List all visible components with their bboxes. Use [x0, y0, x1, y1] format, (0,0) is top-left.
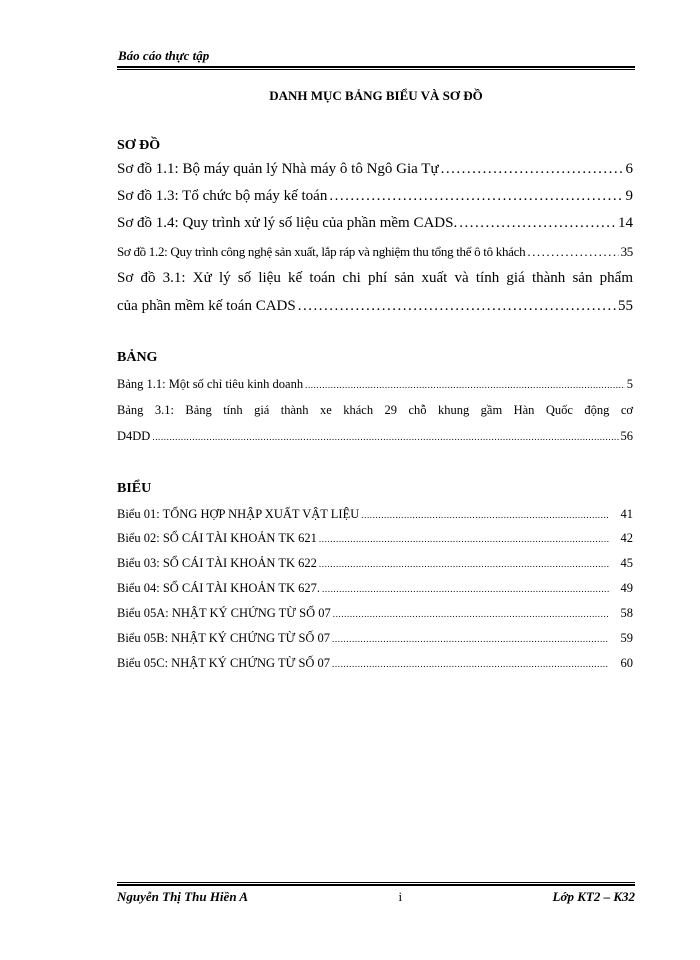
- header-rule: [117, 66, 635, 68]
- dot-leader: [319, 556, 609, 571]
- toc-entry-page: 59: [620, 631, 633, 645]
- footer-rule-thin: [117, 882, 635, 883]
- toc-entry-form-05c[interactable]: [117, 656, 633, 671]
- toc-entry-table-3-1[interactable]: [117, 429, 633, 444]
- toc-entry-page: 45: [620, 556, 633, 570]
- dot-leader: [459, 215, 616, 232]
- toc-entry-label: Biểu 03: SỔ CÁI TÀI KHOẢN TK 622: [117, 556, 317, 570]
- toc-entry-page: 41: [620, 507, 633, 521]
- toc-entry-page: 58: [620, 606, 633, 620]
- dot-leader: [322, 581, 609, 596]
- toc-entry-page: 35: [620, 244, 633, 259]
- toc-entry-page: 60: [620, 656, 633, 670]
- toc-entry-label: Bảng 1.1: Một số chỉ tiêu kinh doanh: [117, 377, 304, 391]
- section-title-forms: BIỂU: [117, 481, 152, 496]
- footer-page-number: i: [398, 889, 403, 904]
- toc-entry-diagram-1-3[interactable]: [117, 188, 633, 205]
- dot-leader: [527, 244, 618, 260]
- dot-leader: [319, 531, 609, 546]
- toc-entry-label: Biểu 04: SỔ CÁI TÀI KHOẢN TK 627.: [117, 581, 321, 595]
- dot-leader: [333, 606, 609, 621]
- dot-leader: [305, 377, 625, 392]
- toc-entry-label: D4DD: [117, 429, 151, 443]
- toc-entry-diagram-1-4[interactable]: [117, 215, 633, 232]
- toc-entry-form-05b[interactable]: [117, 631, 633, 646]
- footer-row: [117, 889, 635, 905]
- toc-entry-label: Biểu 02: SỔ CÁI TÀI KHOẢN TK 621: [117, 531, 317, 545]
- section-title-diagrams: SƠ ĐỒ: [117, 138, 161, 153]
- header-rule-thin: [117, 69, 635, 70]
- toc-entry-form-02[interactable]: [117, 531, 633, 546]
- toc-entry-label: Sơ đồ 1.4: Quy trình xử lý số liệu của phần mềm CADS.: [117, 215, 458, 231]
- document-heading: DANH MỤC BẢNG BIỂU VÀ SƠ ĐỒ: [269, 88, 483, 103]
- toc-entry-page: 6: [625, 161, 633, 177]
- footer-class: Lớp KT2 – K32: [552, 889, 635, 904]
- toc-entry-diagram-1-1[interactable]: [117, 161, 633, 178]
- toc-entry-page: 55: [618, 298, 633, 314]
- toc-entry-table-3-1-line1[interactable]: Bảng 3.1: Bảng tính giá thành xe khách 29 chỗ khung gầm Hàn Quốc động cơ: [117, 403, 633, 417]
- dot-leader: [329, 188, 623, 205]
- toc-entry-diagram-3-1-line1[interactable]: Sơ đồ 3.1: Xử lý số liệu kế toán chi phí sản xuất và tính giá thành sản phẩm: [117, 270, 633, 286]
- toc-entry-label: Biểu 05C: NHẬT KÝ CHỨNG TỪ SỐ 07: [117, 656, 331, 670]
- toc-entry-page: 5: [626, 377, 633, 391]
- toc-entry-table-1-1[interactable]: [117, 377, 633, 392]
- toc-entry-form-03[interactable]: [117, 556, 633, 571]
- page-footer: [117, 882, 635, 905]
- section-title-tables: BẢNG: [117, 350, 158, 365]
- toc-entry-form-05a[interactable]: [117, 606, 633, 621]
- toc-entry-form-01[interactable]: [117, 507, 633, 522]
- toc-entry-label: Biểu 05A: NHẬT KÝ CHỨNG TỪ SỐ 07: [117, 606, 331, 620]
- dot-leader: [441, 161, 624, 178]
- toc-entry-form-04[interactable]: [117, 581, 633, 596]
- toc-entry-label: Biểu 05B: NHẬT KÝ CHỨNG TỪ SỐ 07: [117, 631, 331, 645]
- toc-entry-page: 49: [620, 581, 633, 595]
- toc-entry-label: Sơ đồ 1.2: Quy trình công nghệ sản xuất, lắp ráp và nghiệm thu tổng thể ô tô khách: [117, 244, 526, 259]
- toc-entry-label: Biểu 01: TỔNG HỢP NHẬP XUẤT VẬT LIỆU: [117, 507, 360, 521]
- dot-leader: [152, 429, 618, 444]
- header-title: Báo cáo thực tập: [118, 48, 210, 63]
- toc-entry-diagram-3-1[interactable]: [117, 298, 633, 315]
- toc-entry-page: 9: [625, 188, 633, 204]
- toc-entry-label: Sơ đồ 1.3: Tổ chức bộ máy kế toán: [117, 188, 328, 204]
- toc-entry-diagram-1-2[interactable]: [117, 244, 633, 260]
- toc-entry-label: Sơ đồ 1.1: Bộ máy quản lý Nhà máy ô tô Ngô Gia Tự: [117, 161, 439, 177]
- page-header: [117, 48, 635, 70]
- toc-entry-page: 56: [620, 429, 633, 443]
- dot-leader: [332, 631, 609, 646]
- dot-leader: [332, 656, 609, 671]
- dot-leader: [298, 298, 616, 315]
- footer-author: Nguyễn Thị Thu Hiền A: [117, 889, 248, 904]
- toc-entry-page: 42: [620, 531, 633, 545]
- toc-entry-label: của phần mềm kế toán CADS: [117, 298, 296, 314]
- footer-rule: [117, 884, 635, 886]
- dot-leader: [361, 507, 609, 522]
- toc-entry-page: 14: [618, 215, 633, 231]
